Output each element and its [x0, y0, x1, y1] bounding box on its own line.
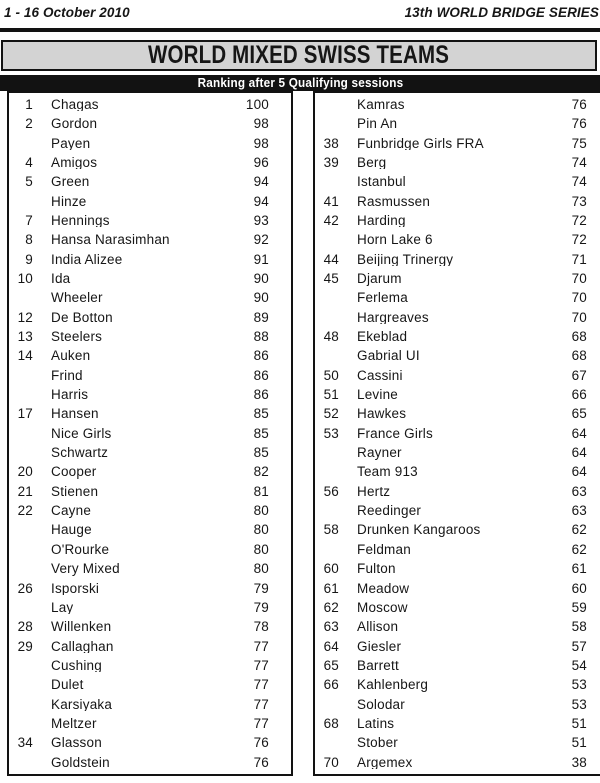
rank-cell: 21	[17, 483, 33, 499]
table-row	[9, 366, 291, 385]
table-row	[315, 346, 600, 365]
team-cell: Lay	[51, 600, 74, 615]
team-cell: Chagas	[51, 97, 99, 112]
team-cell: Payen	[51, 136, 91, 151]
rank-cell: 44	[323, 251, 339, 267]
team-cell: Hawkes	[357, 407, 407, 421]
table-row	[315, 153, 600, 172]
table-row	[9, 230, 291, 249]
team-cell: Beijing Trinergy	[357, 252, 454, 267]
table-row	[315, 521, 600, 540]
score-cell: 62	[571, 522, 587, 538]
score-cell: 77	[253, 677, 269, 693]
table-row	[315, 463, 600, 482]
team-cell: Hansen	[51, 407, 99, 421]
rank-cell: 60	[323, 561, 339, 577]
table-row	[315, 424, 600, 443]
rank-cell: 10	[17, 271, 33, 287]
table-row	[9, 192, 291, 211]
rank-cell: 58	[323, 522, 339, 538]
rank-cell: 12	[17, 309, 33, 325]
team-cell: Steelers	[51, 330, 103, 344]
score-cell: 88	[253, 329, 269, 345]
table-row	[9, 114, 291, 133]
team-cell: Allison	[357, 620, 399, 634]
score-cell: 53	[571, 696, 587, 712]
ranking-tables	[0, 91, 600, 776]
score-cell: 90	[253, 290, 269, 306]
score-cell: 75	[571, 135, 587, 151]
team-cell: Harris	[51, 388, 89, 402]
team-cell: Hansa Narasimhan	[51, 233, 170, 247]
table-row	[315, 172, 600, 191]
team-cell: Ida	[51, 272, 71, 286]
score-cell: 62	[571, 541, 587, 557]
rank-cell: 29	[17, 638, 33, 654]
team-cell: Meltzer	[51, 716, 97, 731]
table-row	[315, 230, 600, 249]
team-cell: Cushing	[51, 658, 102, 673]
team-cell: Barrett	[357, 658, 399, 673]
table-row	[315, 559, 600, 578]
team-cell: Auken	[51, 349, 91, 363]
team-cell: Funbridge Girls FRA	[357, 136, 484, 151]
table-row	[315, 637, 600, 656]
rank-cell: 4	[25, 154, 33, 170]
score-cell: 80	[253, 541, 269, 557]
team-cell: Dulet	[51, 678, 84, 692]
score-cell: 82	[253, 464, 269, 480]
table-row	[9, 269, 291, 288]
score-cell: 53	[571, 677, 587, 693]
table-row	[9, 598, 291, 617]
table-row	[9, 733, 291, 752]
ranking-table-left	[7, 91, 293, 776]
rank-cell: 45	[323, 271, 339, 287]
score-cell: 72	[571, 232, 587, 248]
team-cell: Amigos	[51, 155, 98, 170]
team-cell: Karsiyaka	[51, 697, 113, 712]
table-row	[315, 675, 600, 694]
score-cell: 86	[253, 348, 269, 364]
team-cell: Glasson	[51, 736, 102, 750]
table-row	[315, 134, 600, 153]
rank-cell: 17	[17, 406, 33, 422]
team-cell: De Botton	[51, 310, 113, 325]
table-row	[315, 288, 600, 307]
team-cell: India Alizee	[51, 252, 123, 267]
score-cell: 91	[253, 251, 269, 267]
team-cell: Argemex	[357, 755, 413, 770]
table-row	[9, 617, 291, 636]
score-cell: 77	[253, 657, 269, 673]
score-cell: 80	[253, 503, 269, 519]
team-cell: Callaghan	[51, 639, 114, 654]
ranking-table-right	[313, 91, 600, 776]
team-cell: France Girls	[357, 426, 433, 441]
table-row	[315, 405, 600, 424]
rank-cell: 50	[323, 367, 339, 383]
table-row	[315, 308, 600, 327]
score-cell: 90	[253, 271, 269, 287]
score-cell: 78	[253, 619, 269, 635]
ranking-banner-label: Ranking after 5 Qualifying sessions	[197, 76, 403, 90]
rank-cell: 63	[323, 619, 339, 635]
rank-cell: 39	[323, 154, 339, 170]
table-row	[315, 540, 600, 559]
score-cell: 73	[571, 193, 587, 209]
table-row	[9, 346, 291, 365]
team-cell: Harding	[357, 213, 406, 228]
rank-cell: 34	[17, 735, 33, 751]
score-cell: 76	[571, 116, 587, 132]
team-cell: Willenken	[51, 620, 112, 634]
team-cell: Ferlema	[357, 291, 408, 305]
team-cell: Hertz	[357, 484, 391, 499]
table-row	[9, 250, 291, 269]
table-row	[9, 327, 291, 346]
score-cell: 61	[571, 561, 587, 577]
rank-cell: 38	[323, 135, 339, 151]
score-cell: 64	[571, 464, 587, 480]
score-cell: 74	[571, 174, 587, 190]
page-header	[4, 5, 600, 20]
score-cell: 63	[571, 503, 587, 519]
score-cell: 76	[253, 735, 269, 751]
table-row	[315, 617, 600, 636]
table-row	[9, 424, 291, 443]
rank-cell: 5	[25, 174, 33, 190]
team-cell: Cooper	[51, 465, 97, 479]
score-cell: 86	[253, 387, 269, 403]
team-cell: Levine	[357, 388, 398, 402]
score-cell: 74	[571, 154, 587, 170]
table-row	[315, 250, 600, 269]
score-cell: 85	[253, 406, 269, 422]
score-cell: 98	[253, 135, 269, 151]
team-cell: Rayner	[357, 446, 402, 460]
table-row	[9, 656, 291, 675]
table-row	[9, 134, 291, 153]
rank-cell: 7	[25, 212, 33, 228]
rank-cell: 61	[323, 580, 339, 596]
table-row	[9, 540, 291, 559]
rank-cell: 62	[323, 599, 339, 615]
score-cell: 77	[253, 638, 269, 654]
rank-cell: 48	[323, 329, 339, 345]
table-row	[315, 753, 600, 772]
team-cell: Berg	[357, 155, 387, 170]
table-row	[9, 579, 291, 598]
score-cell: 64	[571, 425, 587, 441]
table-row	[9, 385, 291, 404]
score-cell: 79	[253, 599, 269, 615]
score-cell: 79	[253, 580, 269, 596]
score-cell: 85	[253, 425, 269, 441]
score-cell: 66	[571, 387, 587, 403]
rank-cell: 9	[25, 251, 33, 267]
score-cell: 72	[571, 212, 587, 228]
score-cell: 76	[253, 754, 269, 770]
score-cell: 89	[253, 309, 269, 325]
score-cell: 70	[571, 309, 587, 325]
table-row	[315, 501, 600, 520]
score-cell: 63	[571, 483, 587, 499]
header-rule	[0, 28, 600, 32]
table-row	[315, 269, 600, 288]
score-cell: 93	[253, 212, 269, 228]
team-cell: Wheeler	[51, 291, 103, 305]
table-row	[9, 501, 291, 520]
rank-cell: 41	[323, 193, 339, 209]
rank-cell: 70	[323, 754, 339, 770]
team-cell: Kahlenberg	[357, 678, 429, 692]
score-cell: 96	[253, 154, 269, 170]
rank-cell: 56	[323, 483, 339, 499]
rank-cell: 20	[17, 464, 33, 480]
table-row	[315, 579, 600, 598]
table-row	[315, 211, 600, 230]
team-cell: Gordon	[51, 117, 98, 131]
team-cell: Pin An	[357, 117, 398, 131]
series-title: 13th WORLD BRIDGE SERIES	[404, 5, 599, 20]
rank-cell: 8	[25, 232, 33, 248]
team-cell: Moscow	[357, 600, 408, 615]
table-row	[9, 172, 291, 191]
score-cell: 65	[571, 406, 587, 422]
table-row	[315, 482, 600, 501]
team-cell: Goldstein	[51, 755, 110, 770]
team-cell: Feldman	[357, 542, 411, 557]
rank-cell: 28	[17, 619, 33, 635]
rank-cell: 64	[323, 638, 339, 654]
table-row	[315, 366, 600, 385]
score-cell: 76	[571, 96, 587, 112]
rank-cell: 26	[17, 580, 33, 596]
score-cell: 38	[571, 754, 587, 770]
table-row	[9, 95, 291, 114]
score-cell: 54	[571, 657, 587, 673]
team-cell: Isporski	[51, 581, 100, 596]
score-cell: 77	[253, 715, 269, 731]
team-cell: Cayne	[51, 504, 92, 518]
table-row	[9, 463, 291, 482]
score-cell: 64	[571, 445, 587, 461]
team-cell: Frind	[51, 368, 83, 383]
table-row	[9, 405, 291, 424]
team-cell: Hauge	[51, 523, 92, 537]
table-row	[9, 443, 291, 462]
score-cell: 67	[571, 367, 587, 383]
table-row	[9, 714, 291, 733]
rank-cell: 42	[323, 212, 339, 228]
score-cell: 70	[571, 290, 587, 306]
team-cell: Kamras	[357, 97, 405, 112]
date-range: 1 - 16 October 2010	[4, 5, 130, 20]
team-cell: Djarum	[357, 272, 402, 286]
team-cell: Giesler	[357, 639, 402, 654]
score-cell: 51	[571, 735, 587, 751]
table-row	[9, 521, 291, 540]
score-cell: 94	[253, 174, 269, 190]
rank-cell: 52	[323, 406, 339, 422]
score-cell: 68	[571, 329, 587, 345]
table-row	[315, 95, 600, 114]
score-cell: 59	[571, 599, 587, 615]
table-row	[315, 327, 600, 346]
table-row	[315, 114, 600, 133]
score-cell: 60	[571, 580, 587, 596]
table-row	[315, 598, 600, 617]
score-cell: 86	[253, 367, 269, 383]
table-row	[9, 308, 291, 327]
score-cell: 80	[253, 561, 269, 577]
score-cell: 100	[245, 96, 269, 112]
rank-cell: 13	[17, 329, 33, 345]
score-cell: 77	[253, 696, 269, 712]
score-cell: 68	[571, 348, 587, 364]
team-cell: Fulton	[357, 562, 396, 576]
team-cell: Very Mixed	[51, 562, 120, 576]
score-cell: 81	[253, 483, 269, 499]
rank-cell: 65	[323, 657, 339, 673]
team-cell: Team 913	[357, 465, 418, 479]
table-row	[9, 753, 291, 772]
team-cell: Horn Lake 6	[357, 233, 433, 247]
table-row	[315, 714, 600, 733]
team-cell: Stienen	[51, 484, 99, 499]
table-row	[9, 288, 291, 307]
team-cell: Rasmussen	[357, 194, 431, 209]
score-cell: 94	[253, 193, 269, 209]
team-cell: Stober	[357, 736, 398, 750]
score-cell: 98	[253, 116, 269, 132]
team-cell: Schwartz	[51, 446, 109, 460]
rank-cell: 1	[25, 96, 33, 112]
table-row	[9, 559, 291, 578]
table-row	[9, 482, 291, 501]
team-cell: Gabrial UI	[357, 349, 420, 363]
rank-cell: 22	[17, 503, 33, 519]
rank-cell: 53	[323, 425, 339, 441]
team-cell: Nice Girls	[51, 426, 112, 441]
rank-cell: 2	[25, 116, 33, 132]
score-cell: 85	[253, 445, 269, 461]
table-row	[9, 695, 291, 714]
team-cell: Green	[51, 175, 90, 189]
score-cell: 70	[571, 271, 587, 287]
team-cell: Meadow	[357, 581, 410, 596]
rank-cell: 51	[323, 387, 339, 403]
table-row	[9, 153, 291, 172]
team-cell: Latins	[357, 716, 395, 731]
team-cell: Istanbul	[357, 175, 406, 189]
score-cell: 92	[253, 232, 269, 248]
score-cell: 71	[571, 251, 587, 267]
rank-cell: 66	[323, 677, 339, 693]
score-cell: 51	[571, 715, 587, 731]
team-cell: Hargreaves	[357, 310, 429, 325]
team-cell: Reedinger	[357, 504, 422, 518]
table-row	[315, 192, 600, 211]
event-title: WORLD MIXED SWISS TEAMS	[148, 41, 450, 69]
team-cell: O'Rourke	[51, 542, 110, 557]
table-row	[315, 695, 600, 714]
team-cell: Hinze	[51, 194, 87, 209]
table-row	[9, 675, 291, 694]
table-row	[315, 443, 600, 462]
rank-cell: 14	[17, 348, 33, 364]
table-row	[9, 211, 291, 230]
rank-cell: 68	[323, 715, 339, 731]
event-title-box	[1, 40, 597, 71]
table-row	[9, 637, 291, 656]
team-cell: Drunken Kangaroos	[357, 523, 481, 537]
ranking-banner	[0, 75, 600, 91]
team-cell: Ekeblad	[357, 330, 408, 344]
table-row	[315, 656, 600, 675]
team-cell: Cassini	[357, 368, 403, 383]
table-row	[315, 733, 600, 752]
team-cell: Hennings	[51, 213, 110, 228]
score-cell: 58	[571, 619, 587, 635]
score-cell: 80	[253, 522, 269, 538]
score-cell: 57	[571, 638, 587, 654]
team-cell: Solodar	[357, 697, 405, 712]
table-row	[315, 385, 600, 404]
